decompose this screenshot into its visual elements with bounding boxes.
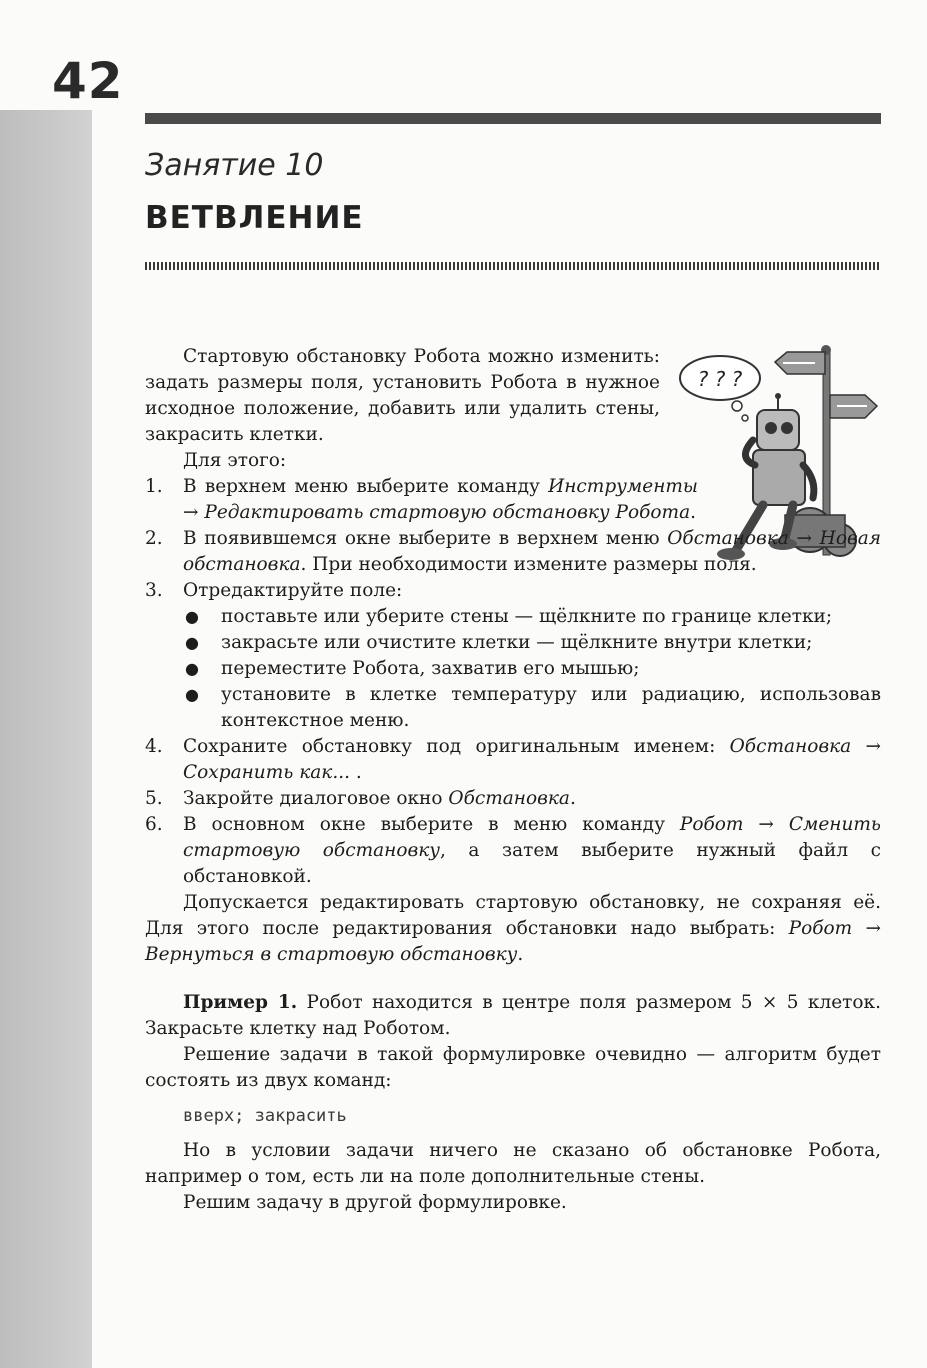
step-item bbox=[145, 812, 881, 890]
lesson-label: Занятие 10 bbox=[145, 148, 324, 183]
bullet-item bbox=[183, 604, 881, 630]
step-text: Сохраните обстановку под оригинальным именем: bbox=[183, 736, 730, 757]
title-hatch-rule bbox=[145, 262, 881, 270]
step-menu-path: Робот → Сменить стартовую обстановку bbox=[183, 814, 881, 861]
step-text-end: . bbox=[569, 788, 576, 809]
step-text-end: . bbox=[690, 502, 697, 523]
page-number: 42 bbox=[52, 52, 124, 110]
example-label: Пример 1. bbox=[183, 992, 298, 1013]
bullet-text: установите в клетке температуру или радиацию, использовав контекстное меню. bbox=[221, 684, 881, 731]
step-text: В верхнем меню выберите команду bbox=[183, 476, 549, 497]
step-item bbox=[145, 734, 881, 786]
header-rule bbox=[145, 113, 881, 124]
example-text: Робот находится в центре поля размером 5 × 5 клеток. Закрасьте клетку над Роботом. bbox=[145, 992, 881, 1039]
thought-question-marks: ? ? ? bbox=[697, 367, 743, 391]
edit-bullets bbox=[183, 604, 881, 734]
step-text-end: , а затем выберите нужный файл с обстановкой. bbox=[183, 840, 881, 887]
example-paragraph bbox=[145, 990, 881, 1042]
section-gap bbox=[145, 968, 881, 990]
step-menu-path: Инструменты → Редактировать стартовую обстановку Робота bbox=[183, 476, 698, 523]
page-content bbox=[145, 344, 881, 1216]
bullet-text: поставьте или уберите стены — щёлкните по границе клетки; bbox=[221, 606, 833, 627]
bullet-dot-icon: ● bbox=[185, 685, 199, 704]
step-number: 5. bbox=[145, 788, 163, 809]
bullet-dot-icon: ● bbox=[185, 607, 199, 626]
step-number: 4. bbox=[145, 736, 163, 757]
allowed-menu-path: Робот → Вернуться в стартовую обстановку bbox=[145, 918, 881, 965]
step-menu-path: Обстановка → Новая обстановка bbox=[183, 528, 881, 575]
bullet-item bbox=[183, 630, 881, 656]
bullet-item bbox=[183, 656, 881, 682]
step-text: Отредактируйте поле: bbox=[183, 580, 403, 601]
solve-paragraph: Решим задачу в другой формулировке. bbox=[183, 1192, 567, 1213]
step-text: В основном окне выберите в меню команду bbox=[183, 814, 680, 835]
bullet-dot-icon: ● bbox=[185, 633, 199, 652]
allowed-text-end: . bbox=[517, 944, 524, 965]
intro-paragraph: Стартовую обстановку Робота можно изменить: задать размеры поля, установить Робота в нужное исходное положение, добавить или удалить стены, закрасить клетки. bbox=[145, 346, 660, 445]
for-this-label: Для этого: bbox=[183, 450, 287, 471]
step-text-end: . При необходимости измените размеры поля. bbox=[300, 554, 757, 575]
step-text-end: . bbox=[349, 762, 362, 783]
bullet-item bbox=[183, 682, 881, 734]
step-number: 2. bbox=[145, 528, 163, 549]
step-text: Закройте диалоговое окно bbox=[183, 788, 449, 809]
step-item bbox=[145, 786, 881, 812]
step-menu-path: Обстановка → Сохранить как... bbox=[183, 736, 881, 783]
step-text: В появившемся окне выберите в верхнем меню bbox=[183, 528, 668, 549]
step-number: 1. bbox=[145, 476, 163, 497]
steps-list bbox=[145, 474, 881, 890]
step-item bbox=[145, 526, 881, 578]
step-number: 3. bbox=[145, 580, 163, 601]
step-item bbox=[145, 474, 698, 526]
bullet-dot-icon: ● bbox=[185, 659, 199, 678]
solution-paragraph: Решение задачи в такой формулировке очевидно — алгоритм будет состоять из двух команд: bbox=[145, 1044, 881, 1091]
page-side-strip bbox=[0, 110, 92, 1368]
allowed-text: Допускается редактировать стартовую обстановку, не сохраняя её. Для этого после редактирования обстановки надо выбрать: bbox=[145, 892, 881, 939]
bullet-text: переместите Робота, захватив его мышью; bbox=[221, 658, 640, 679]
step-number: 6. bbox=[145, 814, 163, 835]
bullet-text: закрасьте или очистите клетки — щёлкните внутри клетки; bbox=[221, 632, 813, 653]
step-menu-path: Обстановка bbox=[448, 788, 570, 809]
but-paragraph: Но в условии задачи ничего не сказано об обстановке Робота, например о том, есть ли на поле дополнительные стены. bbox=[145, 1140, 881, 1187]
allowed-paragraph bbox=[145, 890, 881, 968]
code-snippet: вверх; закрасить bbox=[183, 1106, 347, 1126]
step-item bbox=[145, 578, 881, 734]
lesson-title: ВЕТВЛЕНИЕ bbox=[145, 200, 364, 236]
